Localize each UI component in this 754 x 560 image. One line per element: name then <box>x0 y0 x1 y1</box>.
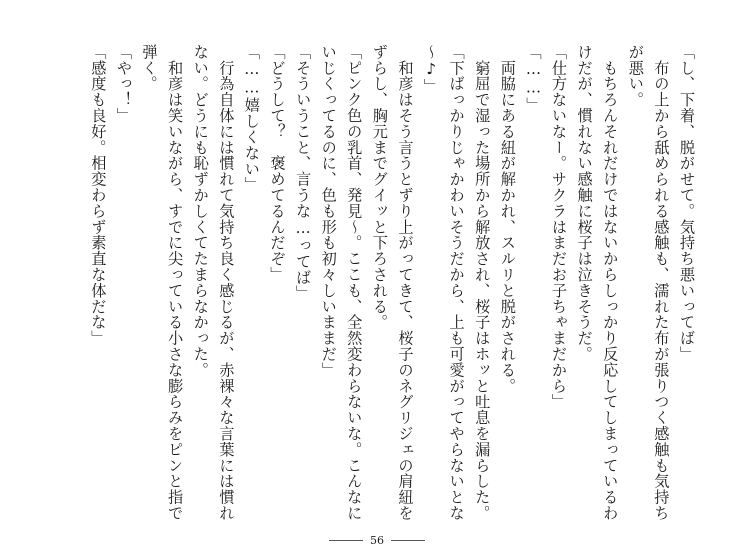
text-line: 「どうして？ 褒めてるんだぞ」 <box>268 44 287 283</box>
folio-rule-right <box>391 540 425 541</box>
text-line: 「仕方ないなー。サクラはまだお子ちゃまだから」 <box>550 44 569 410</box>
text-line: 和彦はそう言うとずり上がってきて、桜子のネグリジェの肩紐を <box>396 44 415 521</box>
text-line: 「……嬉しくない」 <box>242 44 261 193</box>
text-line: 和彦は笑いながら、すでに尖っている小さな膨らみをピンと指で <box>166 44 185 521</box>
text-line: 「感度も良好。相変わらず素直な体だな」 <box>89 44 108 347</box>
text-line: けだが、慣れない感触に桜子は泣きそうだ。 <box>575 44 594 362</box>
text-line: 窮屈で湿った場所から解放され、桜子はホッと吐息を漏らした。 <box>473 44 492 521</box>
page-number: 56 <box>370 534 384 547</box>
text-line: いじくってるのに、色も形も初々しいままだ」 <box>319 44 338 378</box>
text-line: 「そういうこと、言うな…ってば」 <box>294 44 313 302</box>
folio-rule-left <box>329 540 363 541</box>
text-line: 「下ばっかりじゃかわいそうだから、上も可愛がってやらないとな <box>447 44 466 521</box>
text-line: 「ピンク色の乳首、発見～。ここも、全然変わらないな。こんなに <box>345 44 364 521</box>
text-line: 「し、下着、脱がせて。気持ち悪いってば」 <box>678 44 696 362</box>
text-line: 「……」 <box>524 44 543 114</box>
text-line: 「やっ！」 <box>114 44 133 124</box>
text-line: 行為自体には慣れて気持ち良く感じるが、赤裸々な言葉には慣れ <box>217 44 236 521</box>
text-line: 布の上から舐められる感触も、濡れた布が張りつく感触も気持ち <box>652 44 671 521</box>
text-line: が悪い。 <box>626 44 645 108</box>
page-number-footer <box>0 534 754 547</box>
text-line: もちろんそれだけではないからしっかり反応してしまっているわ <box>601 44 620 521</box>
text-line: 両脇にある紐が解かれ、スルリと脱がされる。 <box>498 44 517 394</box>
text-line: ない。どうにも恥ずかしくてたまらなかった。 <box>191 44 210 378</box>
vertical-text-body <box>85 44 699 524</box>
text-line: 弾く。 <box>140 44 159 92</box>
text-line: ～♪」 <box>422 44 441 95</box>
text-line: ずらし、胸元までグイッと下ろされる。 <box>370 44 389 331</box>
